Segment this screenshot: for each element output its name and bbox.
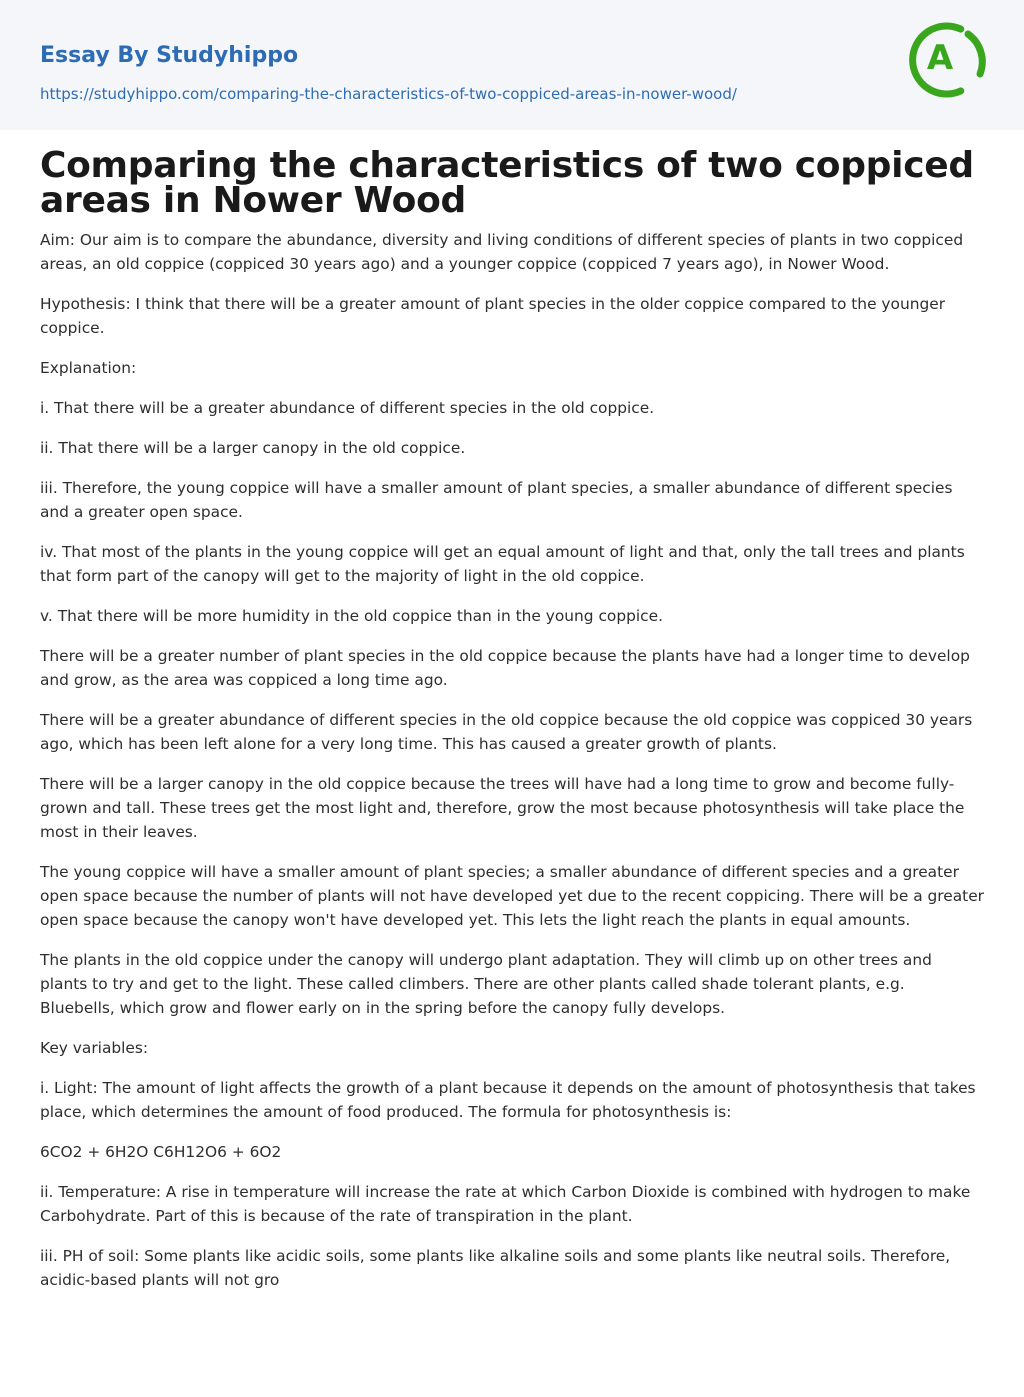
article-paragraph: v. That there will be more humidity in the old coppice than in the young coppice. xyxy=(40,607,663,625)
article-paragraph: i. Light: The amount of light affects the growth of a plant because it depends on the amount of photosynthesis that takes place, which determines the amount of food produced. The formula for photosynthesis is: xyxy=(40,1079,976,1121)
article-paragraph: iv. That most of the plants in the young coppice will get an equal amount of light and that, only the tall trees and plants that form part of the canopy will get to the majority of light in the old coppice. xyxy=(40,543,965,585)
article-paragraph: The young coppice will have a smaller amount of plant species; a smaller abundance of different species and a greater open space because the number of plants will not have developed yet due to the recent coppicing. There will be a greater open space because the canopy won't have developed yet. This lets the light reach the plants in equal amounts. xyxy=(40,863,985,929)
logo-letter: A xyxy=(926,38,954,78)
article-paragraph: There will be a greater abundance of different species in the old coppice because the old coppice was coppiced 30 years ago, which has been left alone for a very long time. This has caused a greater growth of plants. xyxy=(40,711,973,753)
article-paragraph: 6CO2 + 6H2O C6H12O6 + 6O2 xyxy=(40,1143,282,1161)
source-url-link[interactable]: https://studyhippo.com/comparing-the-characteristics-of-two-coppiced-areas-in-nower-wood/ xyxy=(40,85,737,103)
brand-title[interactable]: Essay By Studyhippo xyxy=(40,43,299,68)
article-paragraph: iii. PH of soil: Some plants like acidic soils, some plants like alkaline soils and some plants like neutral soils. Therefore, acidic-based plants will not gro xyxy=(40,1247,951,1289)
article-paragraph: iii. Therefore, the young coppice will have a smaller amount of plant species, a smaller abundance of different species and a greater open space. xyxy=(40,479,953,521)
article-title: Comparing the characteristics of two coppiced areas in Nower Wood xyxy=(40,145,974,221)
article-paragraph: The plants in the old coppice under the canopy will undergo plant adaptation. They will climb up on other trees and plants to try and get to the light. These called climbers. There are other plants called shade tolerant plants, e.g. Bluebells, which grow and flower early on in the spring before the canopy fully develops. xyxy=(40,951,932,1017)
article-paragraph: Explanation: xyxy=(40,359,137,377)
article xyxy=(0,130,1024,1292)
article-paragraph: i. That there will be a greater abundance of different species in the old coppice. xyxy=(40,399,655,417)
article-paragraph: There will be a larger canopy in the old coppice because the trees will have had a long time to grow and become fully-grown and tall. These trees get the most light and, therefore, grow the most because photosynthesis will take place the most in their leaves. xyxy=(40,775,965,841)
article-paragraph: Hypothesis: I think that there will be a greater amount of plant species in the older coppice compared to the younger coppice. xyxy=(40,295,946,337)
article-paragraph: Aim: Our aim is to compare the abundance, diversity and living conditions of different species of plants in two coppiced areas, an old coppice (coppiced 30 years ago) and a younger coppice (coppiced 7 years ago), in Nower Wood. xyxy=(40,231,964,273)
article-paragraph: Key variables: xyxy=(40,1039,149,1057)
site-header xyxy=(0,0,1024,130)
logo[interactable] xyxy=(908,16,992,108)
article-body xyxy=(40,228,984,1292)
article-paragraph: ii. That there will be a larger canopy in the old coppice. xyxy=(40,439,466,457)
article-paragraph: ii. Temperature: A rise in temperature will increase the rate at which Carbon Dioxide is combined with hydrogen to make Carbohydrate. Part of this is because of the rate of transpiration in the plant. xyxy=(40,1183,971,1225)
article-paragraph: There will be a greater number of plant species in the old coppice because the plants have had a longer time to develop and grow, as the area was coppiced a long time ago. xyxy=(40,647,970,689)
